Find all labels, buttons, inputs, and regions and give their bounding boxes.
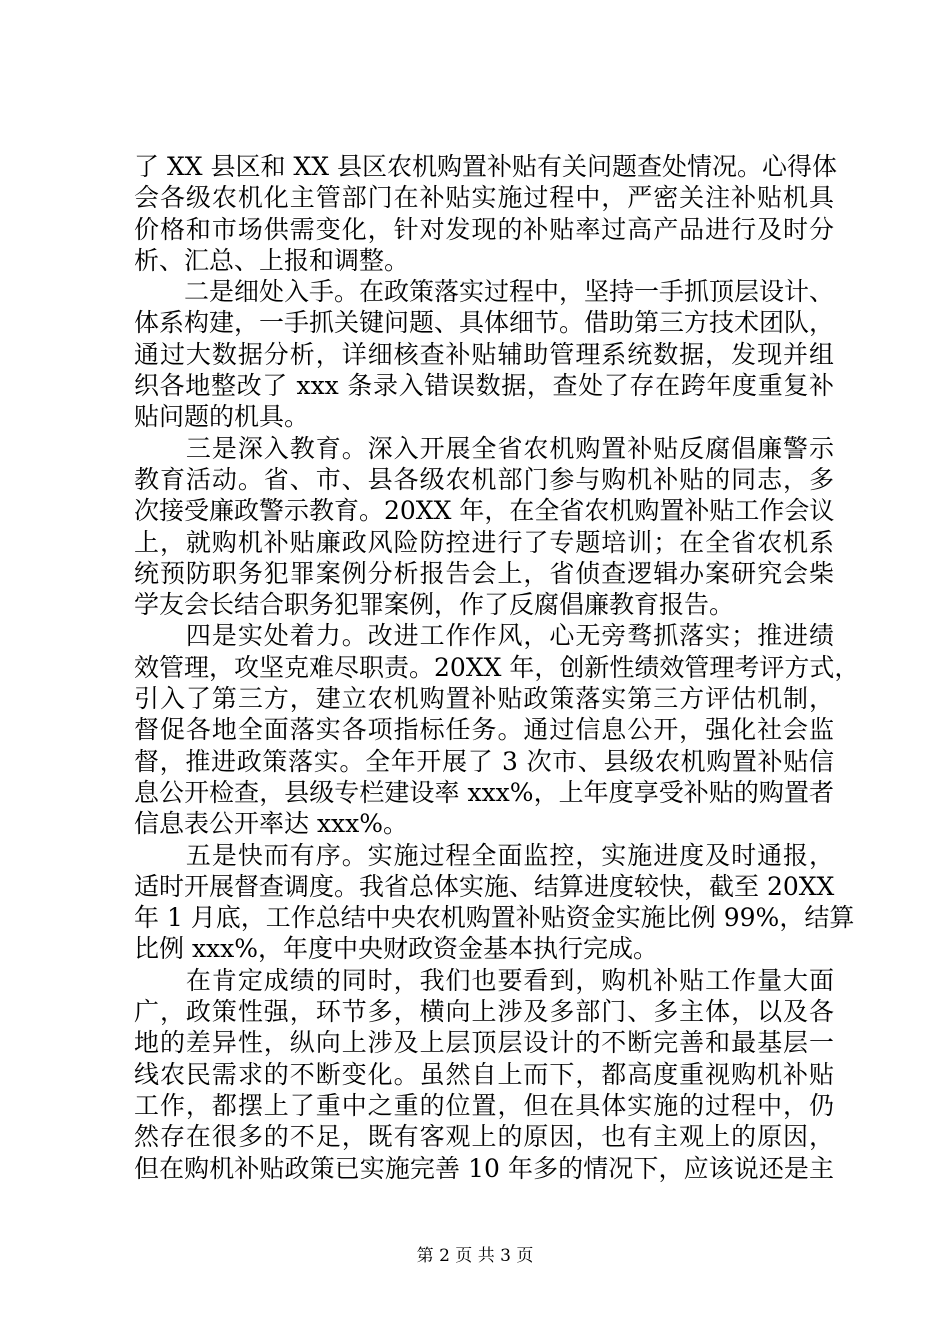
text-line: 体系构建，一手抓关键问题、具体细节。借助第三方技术团队， — [134, 308, 835, 338]
body-text — [134, 151, 860, 1184]
page-footer: 第 2 页 共 3 页 — [416, 1246, 534, 1266]
text-line: 析、汇总、上报和调整。 — [134, 245, 410, 275]
text-line: 效管理，攻坚克难尽职责。20XX 年，创新性绩效管理考评方式， — [134, 652, 860, 682]
text-line: 了 XX 县区和 XX 县区农机购置补贴有关问题查处情况。心得体 — [134, 152, 837, 181]
text-line: 价格和市场供需变化，针对发现的补贴率过高产品进行及时分 — [134, 214, 834, 244]
text-line: 次接受廉政警示教育。20XX 年，在全省农机购置补贴工作会议 — [134, 496, 835, 526]
text-line: 地的差异性，纵向上涉及上层顶层设计的不断完善和最基层一 — [134, 1028, 834, 1058]
text-line: 五是快而有序。实施过程全面监控，实施进度及时通报， — [134, 840, 834, 870]
text-line: 广，政策性强，环节多，横向上涉及多部门、多主体，以及各 — [134, 997, 834, 1027]
text-line: 但在购机补贴政策已实施完善 10 年多的情况下，应该说还是主 — [134, 1153, 834, 1183]
text-line: 贴问题的机具。 — [134, 402, 310, 432]
text-line: 然存在很多的不足，既有客观上的原因，也有主观上的原因， — [134, 1122, 834, 1152]
text-line: 通过大数据分析，详细核查补贴辅助管理系统数据，发现并组 — [134, 339, 834, 369]
text-line: 上，就购机补贴廉政风险防控进行了专题培训；在全省农机系 — [134, 527, 834, 557]
text-line: 学友会长结合职务犯罪案例，作了反腐倡廉教育报告。 — [134, 590, 735, 620]
text-line: 四是实处着力。改进工作作风，心无旁骛抓落实；推进绩 — [134, 621, 834, 651]
text-line: 信息表公开率达 xxx%。 — [134, 809, 408, 839]
text-line: 织各地整改了 xxx 条录入错误数据，查处了存在跨年度重复补 — [134, 371, 834, 401]
text-line: 会各级农机化主管部门在补贴实施过程中，严密关注补贴机具 — [134, 183, 834, 213]
text-line: 比例 xxx%，年度中央财政资金基本执行完成。 — [134, 934, 659, 964]
text-line: 年 1 月底，工作总结中央农机购置补贴资金实施比例 99%，结算 — [134, 903, 855, 933]
text-line: 息公开检查，县级专栏建设率 xxx%，上年度享受补贴的购置者 — [134, 777, 834, 807]
text-line: 线农民需求的不断变化。虽然自上而下，都高度重视购机补贴 — [134, 1059, 834, 1089]
text-line: 在肯定成绩的同时，我们也要看到，购机补贴工作量大面 — [134, 965, 834, 995]
text-line: 引入了第三方，建立农机购置补贴政策落实第三方评估机制， — [134, 684, 834, 714]
text-line: 督，推进政策落实。全年开展了 3 次市、县级农机购置补贴信 — [134, 746, 834, 776]
text-line: 二是细处入手。在政策落实过程中，坚持一手抓顶层设计、 — [134, 277, 835, 307]
text-line: 适时开展督查调度。我省总体实施、结算进度较快，截至 20XX — [134, 871, 835, 901]
text-line: 统预防职务犯罪案例分析报告会上，省侦查逻辑办案研究会柴 — [134, 558, 834, 588]
text-line: 教育活动。省、市、县各级农机部门参与购机补贴的同志，多 — [134, 464, 834, 494]
text-line: 三是深入教育。深入开展全省农机购置补贴反腐倡廉警示 — [134, 433, 834, 463]
text-line: 工作，都摆上了重中之重的位置，但在具体实施的过程中，仍 — [134, 1090, 834, 1120]
text-line: 督促各地全面落实各项指标任务。通过信息公开，强化社会监 — [134, 715, 834, 745]
